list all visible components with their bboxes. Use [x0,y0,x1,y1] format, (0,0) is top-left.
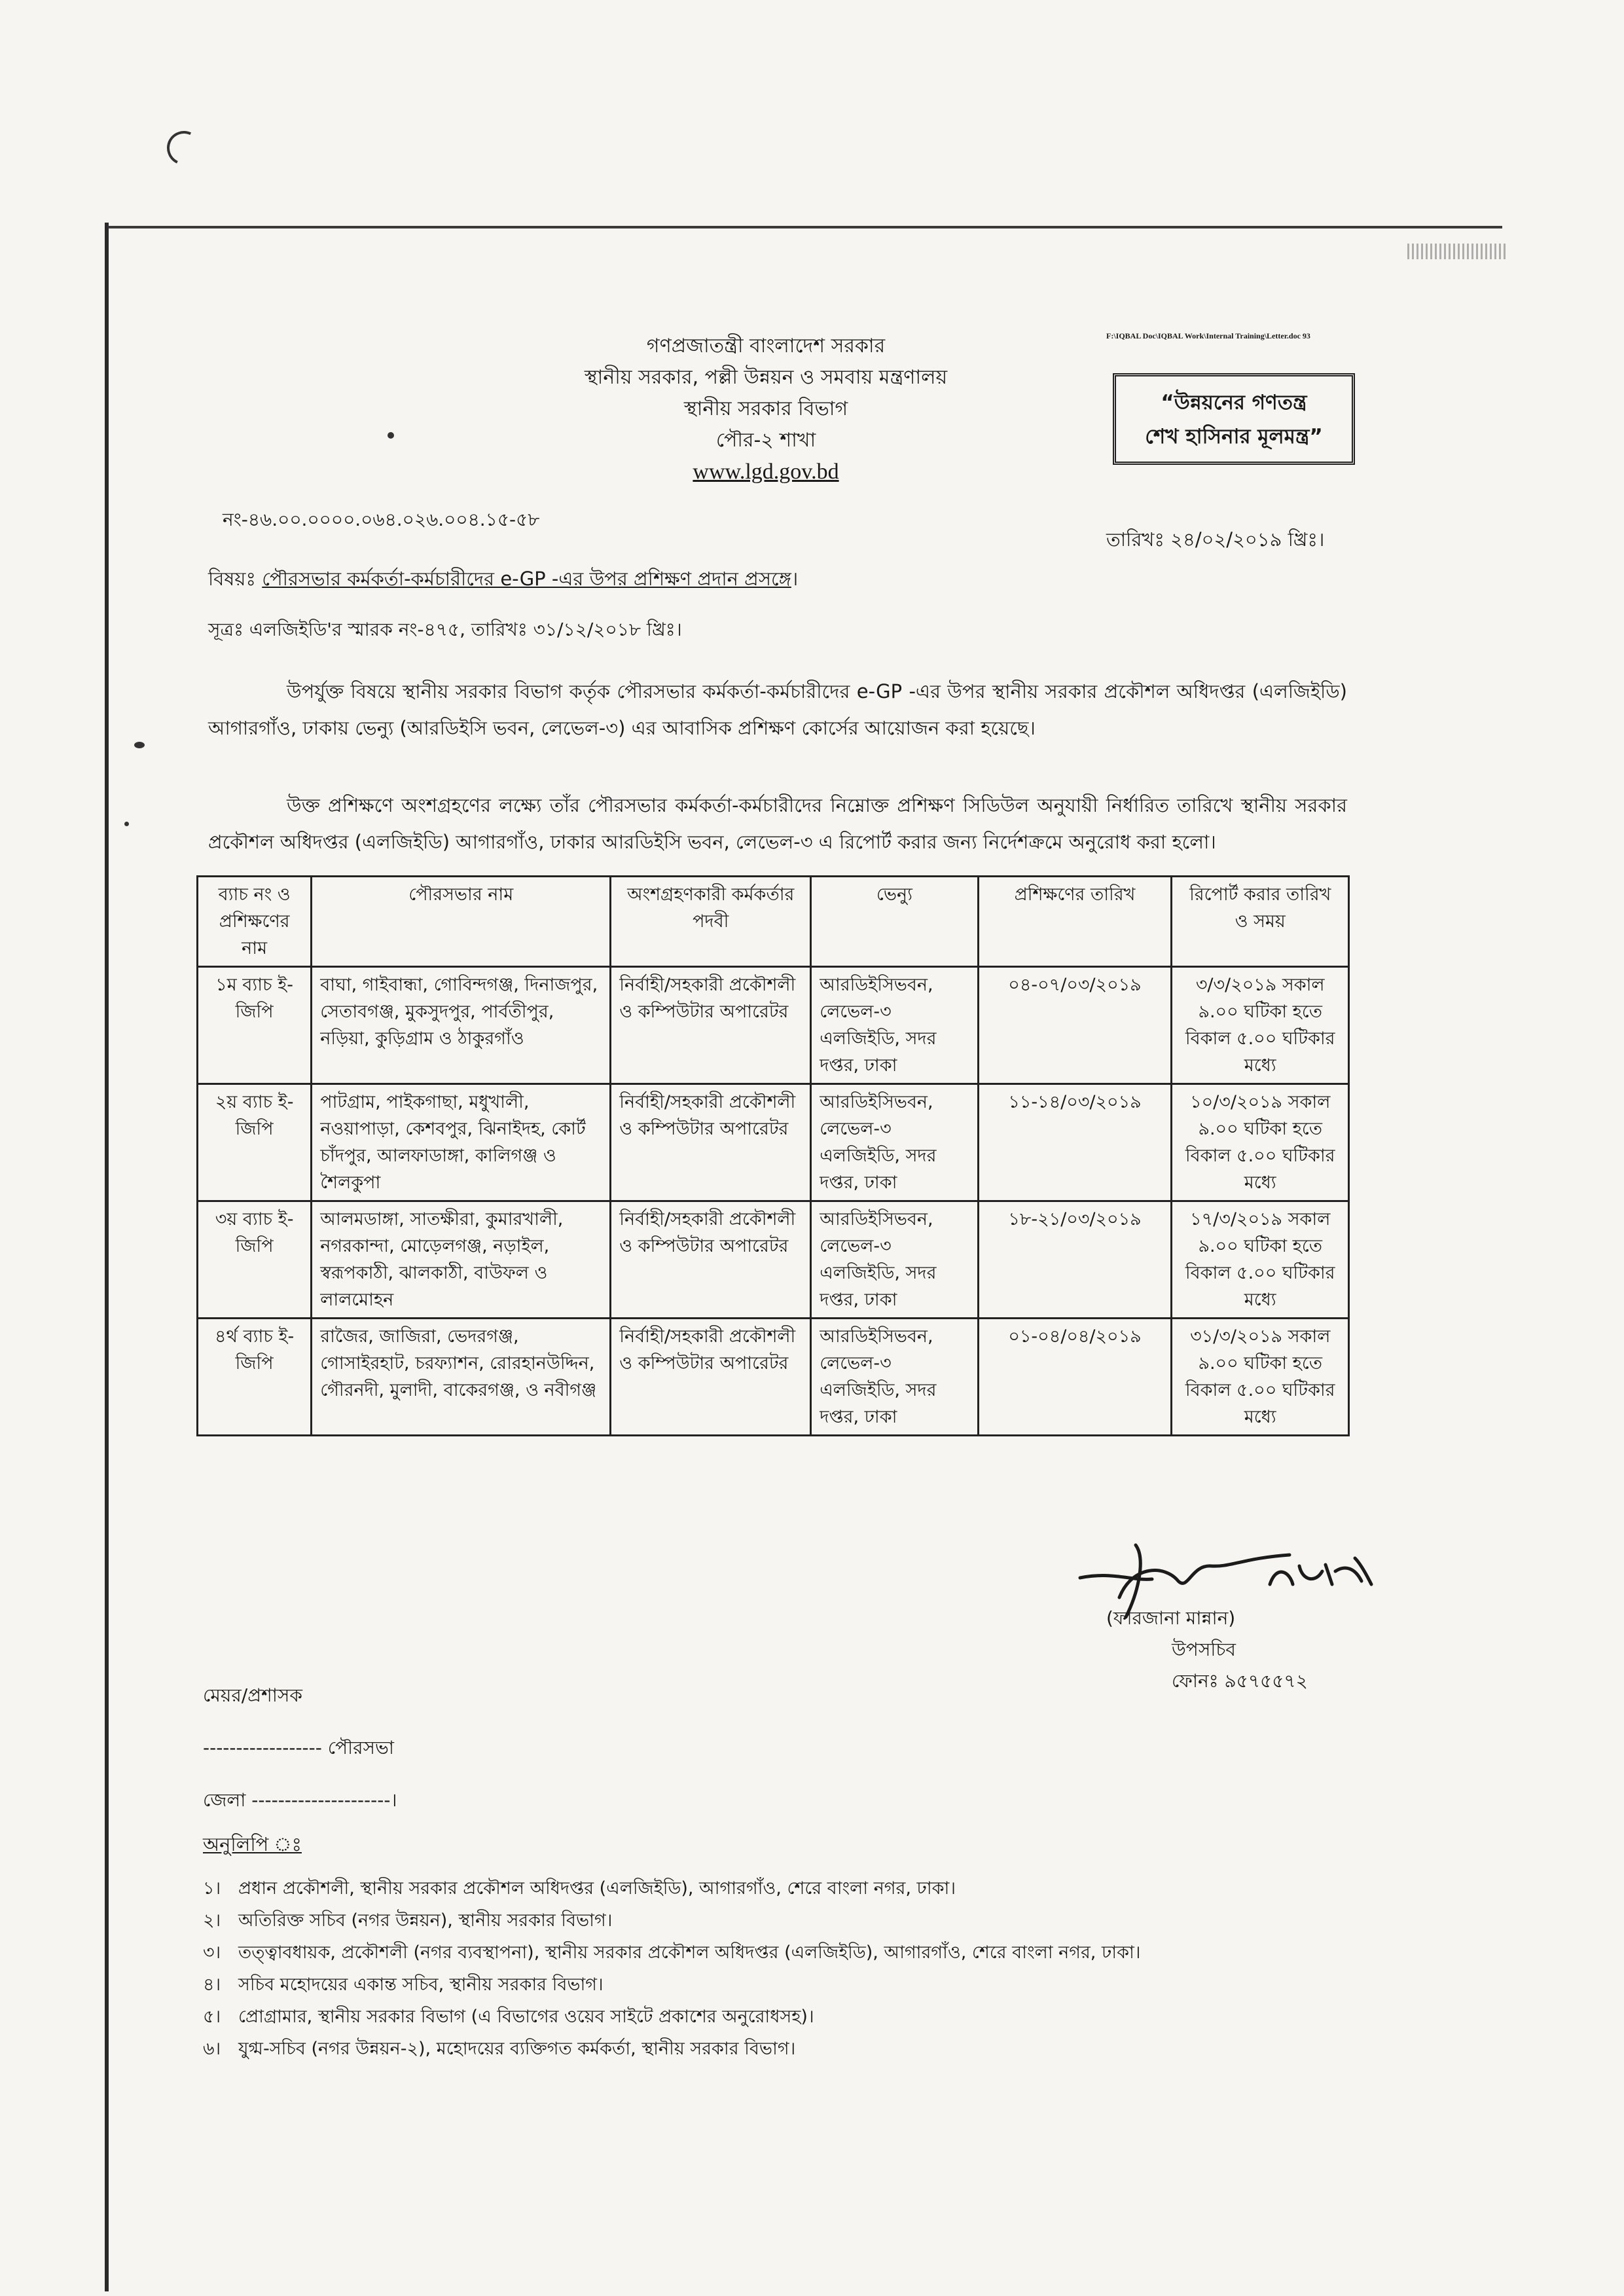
addressee-district: জেলা ---------------------। [203,1789,397,1811]
column-header-batch: ব্যাচ নং ও প্রশিক্ষণের নাম [198,877,312,967]
cell-municipalities: পাটগ্রাম, পাইকগাছা, মধুখালী, নওয়াপাড়া, কেশবপুর, ঝিনাইদহ, কোর্ট চাঁদপুর, আলফাডাঙ্গা, কালিগঞ্জ ও শৈলকুপা [312,1084,611,1201]
cell-report-time: ৩১/৩/২০১৯ সকাল ৯.০০ ঘটিকা হতে বিকাল ৫.০০ ঘটিকার মধ্যে [1172,1319,1349,1436]
cell-venue: আরডিইসিভবন, লেভেল-৩ এলজিইডি, সদর দপ্তর, ঢাকা [811,1319,978,1436]
cell-batch: ২য় ব্যাচ ই-জিপি [198,1084,312,1201]
list-item: ৪। সচিব মহোদয়ের একান্ত সচিব, স্থানীয় সরকার বিভাগ। [203,1975,604,1995]
addressee-block [203,1669,397,1827]
scan-dot [124,822,129,826]
list-item: ১। প্রধান প্রকৌশলী, স্থানীয় সরকার প্রকৌশল অধিদপ্তর (এলজিইডি), আগারগাঁও, শেরে বাংলা নগর, ঢাকা। [203,1878,956,1899]
list-item: ৬। যুগ্ম-সচিব (নগর উন্নয়ন-২), মহোদয়ের ব্যক্তিগত কর্মকর্তা, স্থানীয় সরকার বিভাগ। [203,2039,796,2059]
memo-number: নং-৪৬.০০.০০০০.০৬৪.০২৬.০০৪.১৫-৫৮ [223,509,540,530]
signatory-block [1106,1603,1308,1697]
column-header-municipality: পৌরসভার নাম [312,877,611,967]
header-line-branch: পৌর-২ শাখা [715,429,816,452]
cell-municipalities: বাঘা, গাইবান্ধা, গোবিন্দগঞ্জ, দিনাজপুর, সেতাবগঞ্জ, মুকসুদপুর, পার্বতীপুর, নড়িয়া, কুড়িগ্রাম ও ঠাকুরগাঁও [312,967,611,1084]
body-paragraph-1: উপর্যুক্ত বিষয়ে স্থানীয় সরকার বিভাগ কর্তৃক পৌরসভার কর্মকর্তা-কর্মচারীদের e-GP -এর উপর স্থানীয় সরকার প্রকৌশল অধিদপ্তর (এলজিইডি) আগারগাঁও, ঢাকায় ভেন্যু (আরডিইসি ভবন, লেভেল-৩) এর আবাসিক প্রশিক্ষণ কোর্সের আয়োজন করা হয়েছে। [208,680,1347,739]
cell-municipalities: আলমডাঙ্গা, সাতক্ষীরা, কুমারখালী, নগরকান্দা, মোড়েলগঞ্জ, নড়াইল, স্বরূপকাঠী, ঝালকাঠী, বাউফল ও লালমোহন [312,1201,611,1319]
cell-designation: নির্বাহী/সহকারী প্রকৌশলী ও কম্পিউটার অপারেটর [611,967,811,1084]
signatory-designation: উপসচিব [1172,1639,1236,1660]
cell-batch: ১ম ব্যাচ ই-জিপি [198,967,312,1084]
slogan-line-2: শেখ হাসিনার মূলমন্ত্র” [1145,425,1323,448]
addressee-municipality: ------------------ পৌরসভা [203,1737,395,1758]
column-header-report-time: রিপোর্ট করার তারিখ ও সময় [1172,877,1349,967]
cell-designation: নির্বাহী/সহকারী প্রকৌশলী ও কম্পিউটার অপারেটর [611,1201,811,1319]
column-header-venue: ভেন্যু [811,877,978,967]
subject-end: । [791,568,799,590]
signatory-name: (ফারজানা মান্নান) [1106,1607,1236,1629]
column-header-designation: অংশগ্রহণকারী কর্মকর্তার পদবী [611,877,811,967]
table-header-row [198,877,1349,967]
cell-designation: নির্বাহী/সহকারী প্রকৌশলী ও কম্পিউটার অপারেটর [611,1084,811,1201]
top-rule-line [108,226,1502,228]
scan-dot [134,742,145,748]
cell-venue: আরডিইসিভবন, লেভেল-৩ এলজিইডি, সদর দপ্তর, ঢাকা [811,1201,978,1319]
table-row [198,967,1349,1084]
letterhead [511,331,1021,488]
body-paragraph-2: উক্ত প্রশিক্ষণে অংশগ্রহণের লক্ষ্যে তাঁর পৌরসভার কর্মকর্তা-কর্মচারীদের নিম্নোক্ত প্রশিক্ষণ সিডিউল অনুযায়ী নির্ধারিত তারিখে স্থানীয় সরকার প্রকৌশল অধিদপ্তর (এলজিইডি) আগারগাঁও, ঢাকার আরডিইসি ভবন, লেভেল-৩ এ রিপোর্ট করার জন্য নির্দেশক্রমে অনুরোধ করা হলো। [208,794,1347,853]
cell-report-time: ১০/৩/২০১৯ সকাল ৯.০০ ঘটিকা হতে বিকাল ৫.০০ ঘটিকার মধ্যে [1172,1084,1349,1201]
copy-title: অনুলিপি ঃ [203,1833,302,1855]
list-item: ৩। তত্ত্বাবধায়ক, প্রকৌশলী (নগর ব্যবস্থাপনা), স্থানীয় সরকার প্রকৌশল অধিদপ্তর (এলজিইডি), আগারগাঁও, শেরে বাংলা নগর, ঢাকা। [203,1942,1141,1963]
slogan-box [1113,373,1355,465]
list-item: ২। অতিরিক্ত সচিব (নগর উন্নয়ন), স্থানীয় সরকার বিভাগ। [203,1910,613,1931]
cell-batch: ৪র্থ ব্যাচ ই-জিপি [198,1319,312,1436]
signatory-phone: ফোনঃ ৯৫৭৫৫৭২ [1172,1670,1308,1692]
cell-report-time: ১৭/৩/২০১৯ সকাল ৯.০০ ঘটিকা হতে বিকাল ৫.০০ ঘটিকার মধ্যে [1172,1201,1349,1319]
scan-dot [388,432,394,439]
cell-report-time: ৩/৩/২০১৯ সকাল ৯.০০ ঘটিকা হতে বিকাল ৫.০০ ঘটিকার মধ্যে [1172,967,1349,1084]
scan-speckle [1407,244,1506,259]
cell-venue: আরডিইসিভবন, লেভেল-৩ এলজিইডি, সদর দপ্তর, ঢাকা [811,967,978,1084]
list-item: ৫। প্রোগ্রামার, স্থানীয় সরকার বিভাগ (এ বিভাগের ওয়েব সাইটে প্রকাশের অনুরোধসহ)। [203,2007,814,2027]
subject-label: বিষয়ঃ [208,568,256,590]
table-row [198,1201,1349,1319]
memo-date: তারিখঃ ২৪/০২/২০১৯ খ্রিঃ। [1106,528,1325,551]
cell-venue: আরডিইসিভবন, লেভেল-৩ এলজিইডি, সদর দপ্তর, ঢাকা [811,1084,978,1201]
reference-line: সূত্রঃ এলজিইডি'র স্মারক নং-৪৭৫, তারিখঃ ৩১/১২/২০১৮ খ্রিঃ। [208,619,682,640]
cell-training-date: ০৪-০৭/০৩/২০১৯ [978,967,1172,1084]
cell-training-date: ০১-০৪/০৪/২০১৯ [978,1319,1172,1436]
table-row [198,1319,1349,1436]
cell-training-date: ১১-১৪/০৩/২০১৯ [978,1084,1172,1201]
cell-designation: নির্বাহী/সহকারী প্রকৌশলী ও কম্পিউটার অপারেটর [611,1319,811,1436]
scan-mark [162,126,206,170]
training-schedule-table [196,875,1350,1436]
header-line-government: গণপ্রজাতন্ত্রী বাংলাদেশ সরকার [646,335,886,357]
file-path: F:\IQBAL Doc\IQBAL Work\Internal Training\Letter.doc 93 [1106,331,1310,340]
table-row [198,1084,1349,1201]
cell-batch: ৩য় ব্যাচ ই-জিপি [198,1201,312,1319]
slogan-line-1: “উন্নয়নের গণতন্ত্র [1161,391,1307,414]
page-edge-line [105,223,109,2291]
subject-text: পৌরসভার কর্মকর্তা-কর্মচারীদের e-GP -এর উপর প্রশিক্ষণ প্রদান প্রসঙ্গে [262,568,791,590]
cell-training-date: ১৮-২১/০৩/২০১৯ [978,1201,1172,1319]
column-header-training-date: প্রশিক্ষণের তারিখ [978,877,1172,967]
subject-line [208,564,798,596]
header-website: www.lgd.gov.bd [693,460,839,484]
cell-municipalities: রাজৈর, জাজিরা, ভেদরগঞ্জ, গোসাইরহাট, চরফ্যাশন, রোরহানউদ্দিন, গৌরনদী, মুলাদী, বাকেরগঞ্জ, ও নবীগঞ্জ [312,1319,611,1436]
addressee-title: মেয়র/প্রশাসক [203,1685,302,1706]
header-line-ministry: স্থানীয় সরকার, পল্লী উন্নয়ন ও সমবায় মন্ত্রণালয় [584,366,948,389]
header-line-division: স্থানীয় সরকার বিভাগ [683,397,848,420]
copy-list [203,1872,1140,2065]
